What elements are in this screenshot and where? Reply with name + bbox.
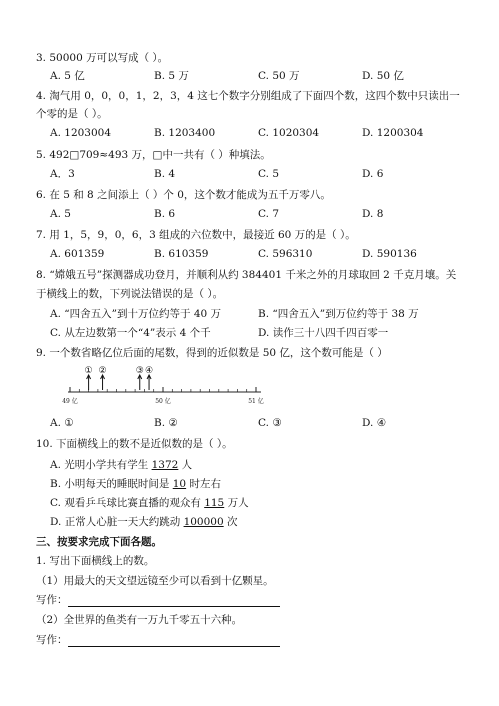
q7-stem: 7. 用 1，5，9，0，6，3 组成的六位数中，最接近 60 万的是（ ）。 <box>36 229 356 241</box>
q5-stem: 5. 492□709≈493 万，□中一共有（ ）种填法。 <box>36 149 271 161</box>
section3-write2 <box>36 633 280 647</box>
q9-option-b[interactable]: B. ② <box>154 417 178 429</box>
number-line-marker <box>136 366 144 390</box>
q10-option-a[interactable] <box>50 458 192 472</box>
number-line-label: 50 亿 <box>155 398 171 405</box>
q10-option-b-unit: 时左右 <box>186 478 221 490</box>
q4-option-c[interactable]: C. 1020304 <box>258 127 320 139</box>
q4-stem-line2: 个零的是（ ）。 <box>36 108 108 120</box>
q10-option-d-number: 100000 <box>183 516 224 528</box>
section3-title: 三、按要求完成下面各题。 <box>36 536 162 548</box>
q6-option-a[interactable]: A. 5 <box>50 208 71 220</box>
write1-answer-blank[interactable] <box>68 595 280 607</box>
q3-stem: 3. 50000 万可以写成（ ）。 <box>36 52 169 64</box>
q9-option-c[interactable]: C. ③ <box>258 417 282 429</box>
number-line-marker <box>85 366 93 390</box>
section3-q1: 1. 写出下面横线上的数。 <box>36 555 155 567</box>
q9-option-a[interactable]: A. ① <box>50 417 74 429</box>
section3-write1 <box>36 593 280 607</box>
q7-option-b[interactable]: B. 610359 <box>154 248 209 260</box>
q8-option-b[interactable]: B. “四舍五入”到万位约等于 38 万 <box>258 308 419 320</box>
q4-option-b[interactable]: B. 1203400 <box>154 127 216 139</box>
q10-option-c-number: 115 <box>204 497 225 509</box>
q10-option-d[interactable] <box>50 515 238 529</box>
marker-label: ① <box>84 366 93 376</box>
q5-option-c[interactable]: C. 5 <box>258 168 280 180</box>
q4-option-a[interactable]: A. 1203004 <box>50 127 112 139</box>
q3-option-a[interactable]: A. 5 亿 <box>50 70 85 82</box>
q7-option-a[interactable]: A. 601359 <box>50 248 105 260</box>
q6-option-c[interactable]: C. 7 <box>258 208 280 220</box>
q10-option-d-text: D. 正常人心脏一天大约跳动 <box>50 516 184 528</box>
q9-option-d[interactable]: D. ④ <box>362 417 387 429</box>
q3-option-b[interactable]: B. 5 万 <box>154 70 189 82</box>
q5-option-b[interactable]: B. 4 <box>154 168 176 180</box>
number-line-ticks <box>70 387 256 392</box>
q10-option-c[interactable] <box>50 496 249 510</box>
q6-option-d[interactable]: D. 8 <box>362 208 384 220</box>
q3-option-c[interactable]: C. 50 万 <box>258 70 300 82</box>
q10-option-a-number: 1372 <box>151 459 179 471</box>
q8-stem-line1: 8. “嫦娥五号”探测器成功登月，并顺利从约 384401 千米之外的月球取回 2 千克月壤。关 <box>36 269 457 281</box>
number-line-label: 49 亿 <box>62 398 78 405</box>
number-line <box>56 362 276 410</box>
section3-sub1: （1）用最大的天文望远镜至少可以看到十亿颗星。 <box>36 575 274 587</box>
q10-option-b-number: 10 <box>172 478 187 490</box>
number-line-label: 51 亿 <box>248 398 264 405</box>
q8-stem-line2: 于横线上的数，下列说法错误的是（ ）。 <box>36 288 224 300</box>
marker-label: ③ <box>135 366 144 376</box>
q3-option-d[interactable]: D. 50 亿 <box>362 70 404 82</box>
write2-answer-blank[interactable] <box>68 635 280 647</box>
q5-option-d[interactable]: D. 6 <box>362 168 384 180</box>
q7-option-d[interactable]: D. 590136 <box>362 248 417 260</box>
q8-option-c[interactable]: C. 从左边数第一个“4”表示 4 个千 <box>50 327 211 339</box>
write2-label: 写作： <box>36 634 68 646</box>
q10-option-c-unit: 万人 <box>224 497 249 509</box>
q6-option-b[interactable]: B. 6 <box>154 208 176 220</box>
q6-stem: 6. 在 5 和 8 之间添上（ ）个 0，这个数才能成为五千万零八。 <box>36 189 331 201</box>
write1-label: 写作： <box>36 594 68 606</box>
q10-option-b-text: B. 小明每天的睡眠时间是 <box>50 478 173 490</box>
q5-option-a[interactable]: A．3 <box>50 168 75 180</box>
q4-option-d[interactable]: D. 1200304 <box>362 127 424 139</box>
q10-option-a-text: A. 光明小学共有学生 <box>50 459 152 471</box>
q8-option-a[interactable]: A. “四舍五入”到十万位约等于 40 万 <box>50 308 222 320</box>
q4-stem-line1: 4. 淘气用 0，0，0，1，2，3，4 这七个数字分别组成了下面四个数，这四个数中只读出一 <box>36 90 460 102</box>
q10-option-a-unit: 人 <box>178 459 193 471</box>
q10-option-b[interactable] <box>50 477 221 491</box>
marker-label: ④ <box>145 366 154 376</box>
q7-option-c[interactable]: C. 596310 <box>258 248 313 260</box>
q10-stem: 10. 下面横线上的数不是近似数的是（ ）。 <box>36 438 233 450</box>
q10-option-c-text: C. 观看乒乓球比赛直播的观众有 <box>50 497 205 509</box>
q9-stem: 9. 一个数省略亿位后面的尾数，得到的近似数是 50 亿，这个数可能是（ ） <box>36 347 388 359</box>
q10-option-d-unit: 次 <box>223 516 238 528</box>
marker-label: ② <box>98 366 107 376</box>
number-line-labels <box>62 397 264 405</box>
section3-sub2: （2）全世界的鱼类有一万九千零五十六种。 <box>36 614 243 626</box>
q8-option-d[interactable]: D. 读作三十八四千四百零一 <box>258 327 389 339</box>
number-line-marker <box>99 366 107 390</box>
number-line-markers <box>85 366 154 390</box>
number-line-marker <box>145 366 153 390</box>
